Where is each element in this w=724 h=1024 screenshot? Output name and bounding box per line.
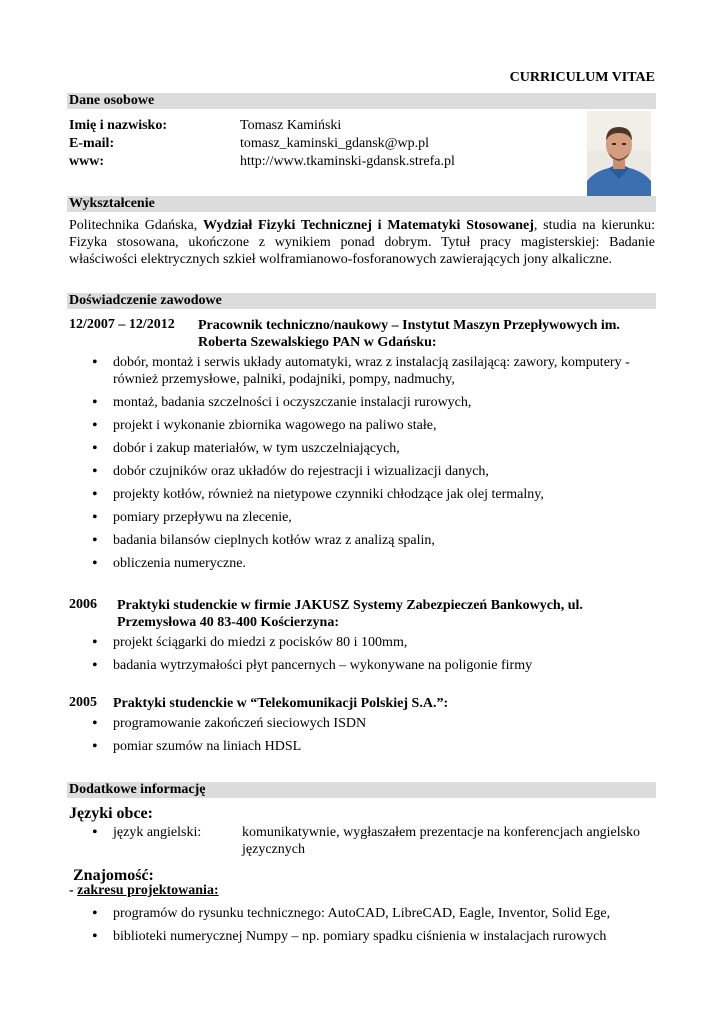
list-item: • projekt i wykonanie zbiornika wagowego na paliwo stałe, [92,417,655,434]
education-faculty: Wydział Fizyki Technicznej i Matematyki Stosowanej [203,218,534,233]
language-level: komunikatywnie, wygłaszałem prezentacje na konferencjach angielsko języcznych [242,825,641,857]
language-row [92,824,655,860]
job-2-duties [92,634,655,674]
list-item: • pomiar szumów na liniach HDSL [92,738,655,755]
www-value[interactable]: http://www.tkaminski-gdansk.strefa.pl [240,154,455,169]
list-item: • pomiary przepływu na zlecenie, [92,509,655,526]
section-header-education: Wykształcenie [67,196,656,212]
email-value[interactable]: tomasz_kaminski_gdansk@wp.pl [240,136,430,151]
skills-heading: Znajomość: [73,867,154,884]
language-name: język angielski: [113,825,202,840]
list-item: • dobór, montaż i serwis układy automatyki, wraz z instalacją zasilającą: zawory, komputery - również przemysłowe, palniki, podajniki, pompy, nadmuchy, [92,354,655,388]
design-scope-title: zakresu projektowania: [77,883,219,898]
job-1-title: Pracownik techniczno/naukowy – Instytut Maszyn Przepływowych im. Roberta Szewalskiego PAN w Gdańsku: [198,318,620,350]
list-item: • projekt ściągarki do miedzi z pocisków 80 i 100mm, [92,634,655,651]
email-label: E-mail: [69,136,115,151]
bullet-icon: • [92,824,98,841]
design-scope-label [69,883,219,900]
job-3-date: 2005 [69,695,97,710]
list-item: • dobór i zakup materiałów, w tym uszczelniających, [92,440,655,457]
name-value: Tomasz Kamiński [240,118,342,133]
name-label: Imię i nazwisko: [69,118,167,133]
job-3-title: Praktyki studenckie w “Telekomunikacji Polskiej S.A.”: [113,696,449,711]
section-header-experience: Doświadczenie zawodowe [67,293,656,309]
document-title: CURRICULUM VITAE [509,70,655,85]
design-scope-prefix: - [69,883,78,898]
education-text [69,217,655,268]
list-item: • programów do rysunku technicznego: AutoCAD, LibreCAD, Eagle, Inventor, Solid Ege, [92,905,655,922]
list-item: • montaż, badania szczelności i oczyszczanie instalacji rurowych, [92,394,655,411]
job-3-duties [92,715,655,755]
list-item: • projekty kotłów, również na nietypowe czynniki chłodzące jak olej termalny, [92,486,655,503]
job-2-title: Praktyki studenckie w firmie JAKUSZ Systemy Zabezpieczeń Bankowych, ul. Przemysłowa 40 83-400 Kościerzyna: [117,598,583,630]
www-label: www: [69,154,104,169]
education-text-post: , studia na kierunku: Fizyka stosowana, ukończone z wynikiem ponad dobrym. Tytuł pracy magisterskiej: Badanie właściwości elektrycznych szkieł wolframianowo-fosforanowych zawierających jony alkaliczne. [69,218,655,267]
list-item: • biblioteki numerycznej Numpy – np. pomiary spadku ciśnienia w instalacjach rurowych [92,928,655,945]
list-item: • badania bilansów cieplnych kotłów wraz z analizą spalin, [92,532,655,549]
design-skills-list [92,905,655,945]
section-header-personal: Dane osobowe [67,93,656,109]
job-1-duties [92,354,655,572]
job-1-date: 12/2007 – 12/2012 [69,317,175,332]
profile-photo [587,111,651,197]
languages-heading: Języki obce: [69,805,153,822]
list-item: • dobór czujników oraz układów do rejestracji i wizualizacji danych, [92,463,655,480]
job-2-date: 2006 [69,597,97,612]
list-item: • obliczenia numeryczne. [92,555,655,572]
section-header-additional: Dodatkowe informację [67,782,656,798]
list-item: • programowanie zakończeń sieciowych ISDN [92,715,655,732]
education-text-pre: Politechnika Gdańska, [69,218,204,233]
list-item: • badania wytrzymałości płyt pancernych – wykonywane na poligonie firmy [92,657,655,674]
